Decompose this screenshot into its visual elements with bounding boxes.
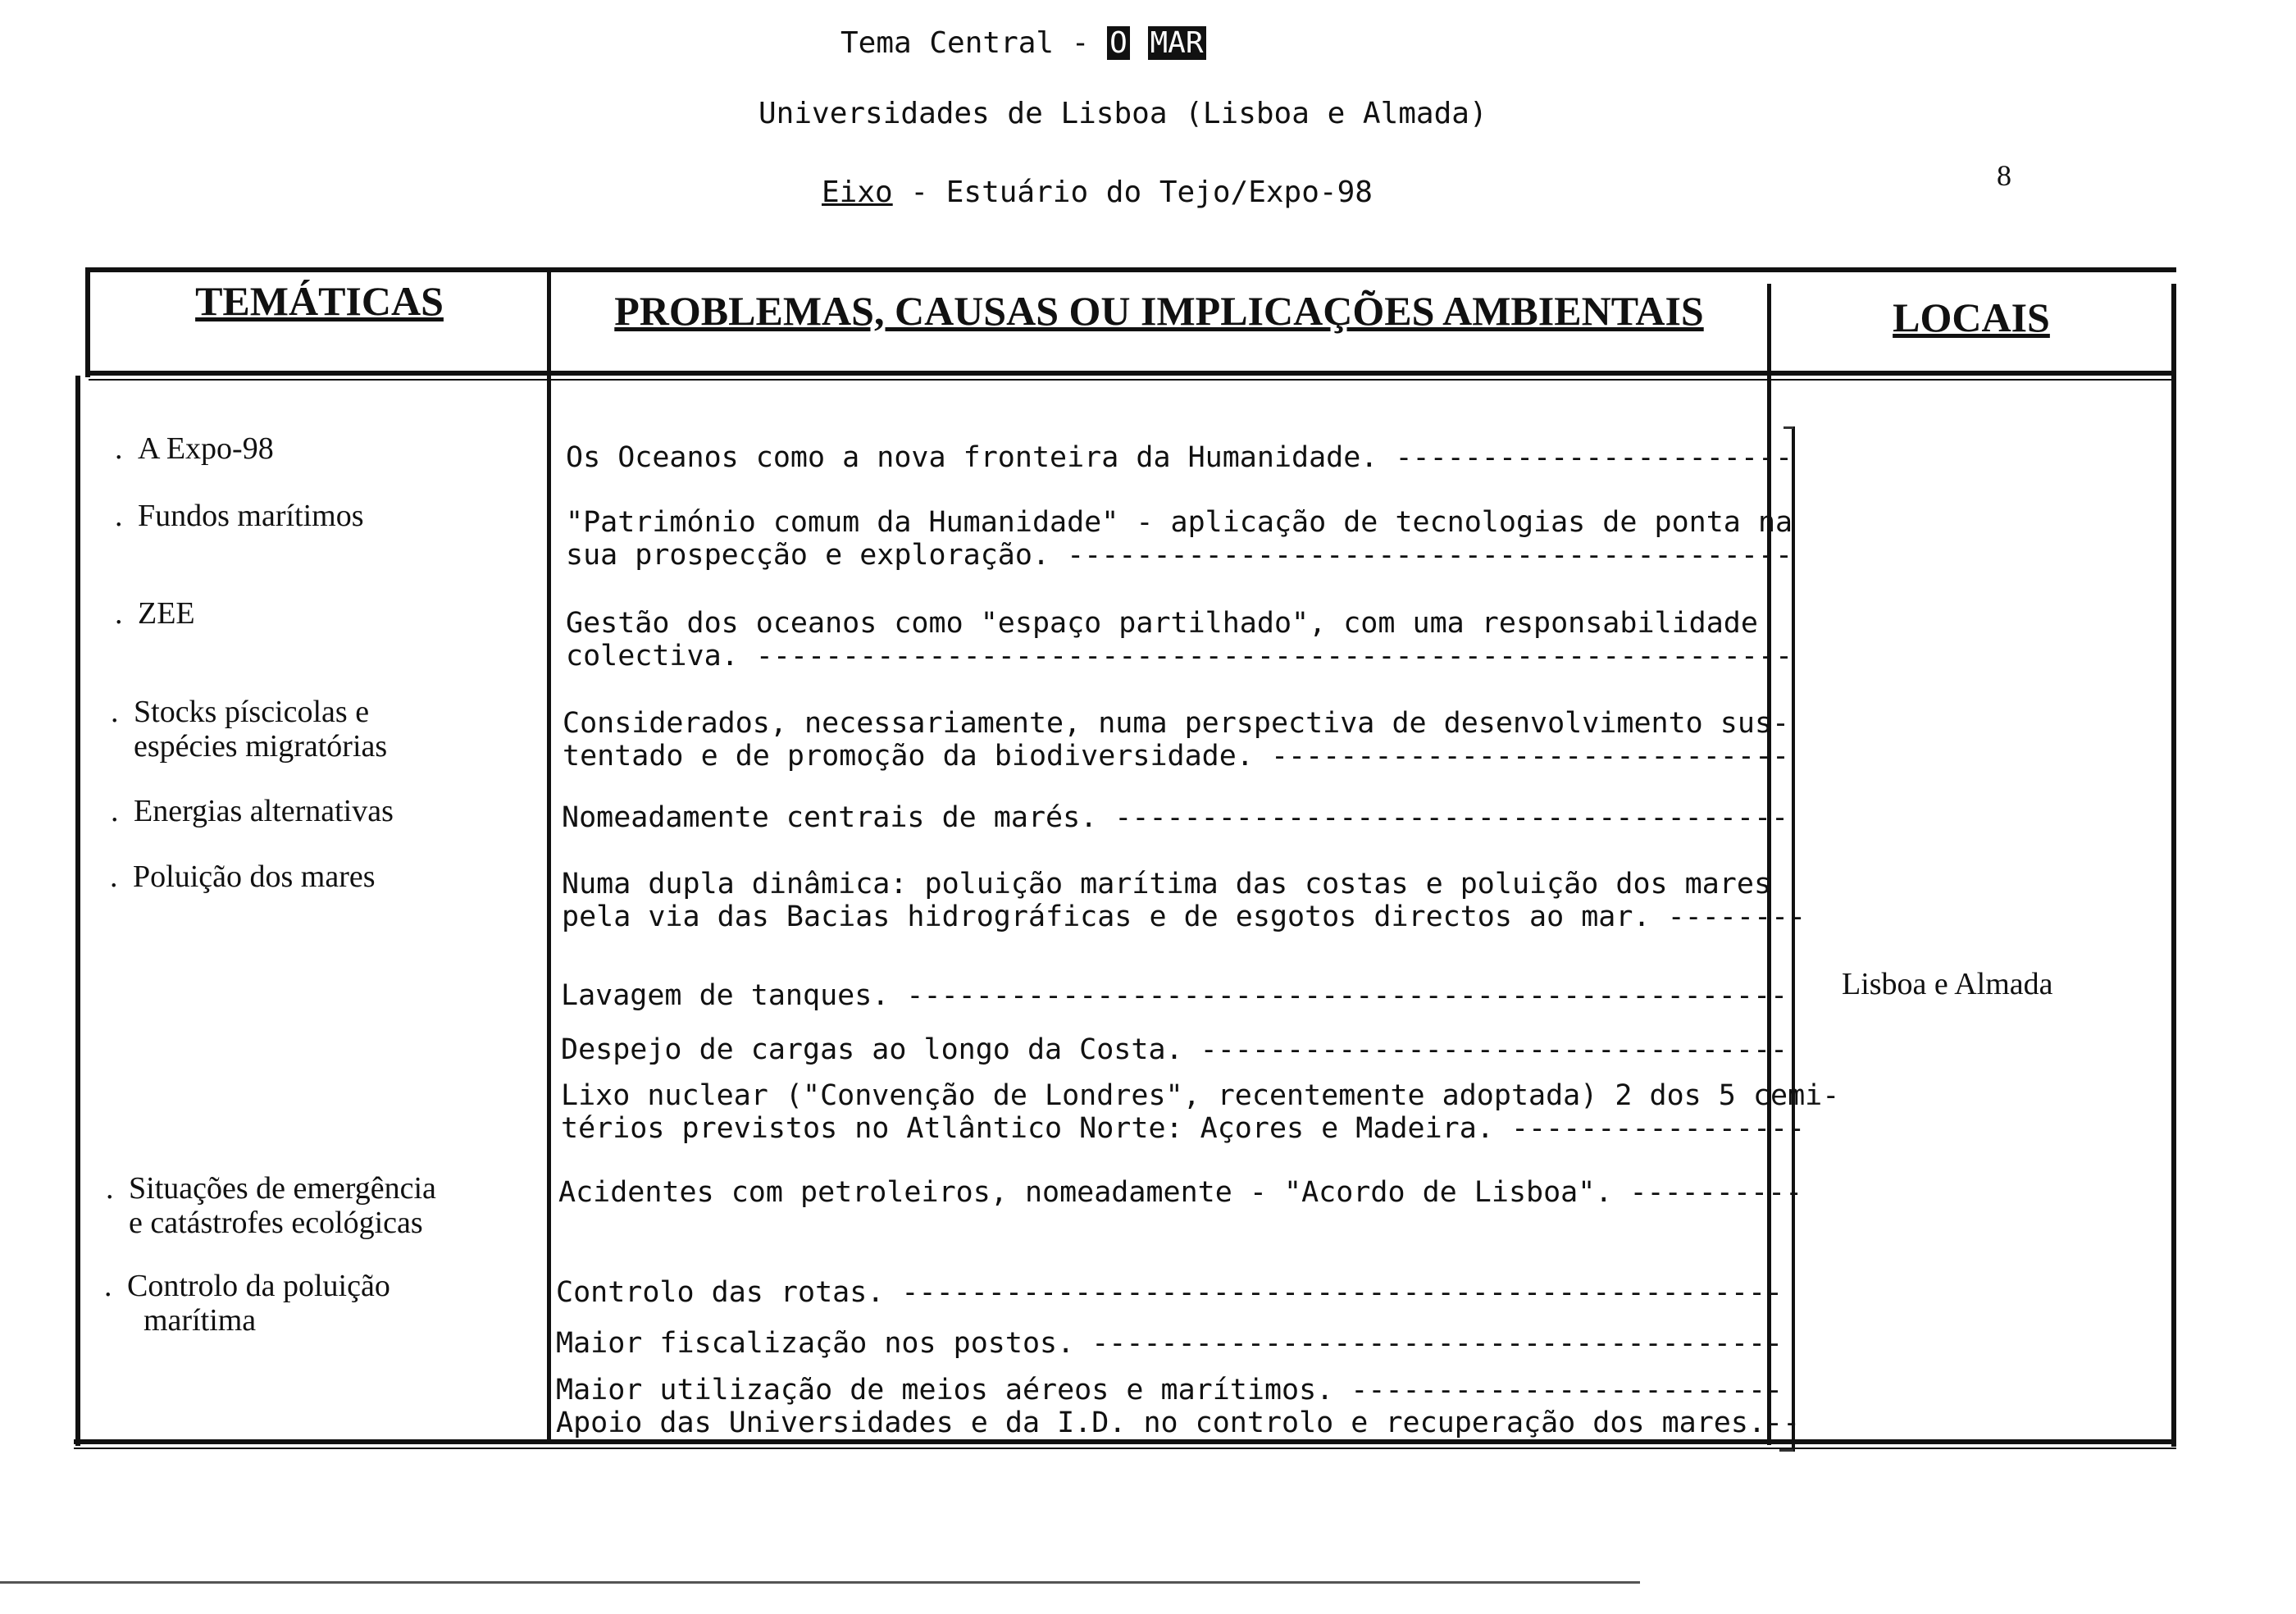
tematica-item: . Energias alternativas	[111, 794, 394, 828]
header-locais: LOCAIS	[1893, 294, 2050, 340]
problema-item: Numa dupla dinâmica: poluição marítima das costas e poluição dos mares pela via das Bacias hidrográficas e de esgotos directos ao mar. --------	[562, 868, 1806, 933]
universidades-line: Universidades de Lisboa (Lisboa e Almada)	[758, 97, 1487, 130]
problema-item: Controlo das rotas. ---------------------------------------------------	[556, 1276, 1784, 1309]
tema-prefix: Tema Central -	[840, 26, 1090, 60]
tematica-item: . A Expo-98	[115, 431, 274, 466]
tema-central	[840, 26, 1206, 60]
tematica-item: . Poluição dos mares	[110, 859, 376, 894]
problema-item: Considerados, necessariamente, numa perspectiva de desenvolvimento sus- tentado e de promoção da biodiversidade. ------------------------------	[563, 707, 1790, 773]
tematica-item: . Situações de emergência e catástrofes ecológicas	[106, 1171, 436, 1240]
tematica-item: . Stocks píscicolas e espécies migratórias	[111, 695, 388, 764]
eixo-rest: - Estuário do Tejo/Expo-98	[910, 176, 1373, 209]
problema-item: Os Oceanos como a nova fronteira da Humanidade. -----------------------	[566, 441, 1793, 474]
problema-item: Despejo de cargas ao longo da Costa. ----------------------------------	[561, 1033, 1788, 1066]
eixo-line	[822, 176, 1373, 209]
tematica-item: . ZEE	[115, 596, 195, 631]
problema-item: Maior utilização de meios aéreos e marítimos. ------------------------- Apoio das Universidades e da I.D. no controlo e recuperação dos mares.--	[556, 1374, 1801, 1439]
problema-item: Lixo nuclear ("Convenção de Londres", recentemente adoptada) 2 dos 5 cemi- térios previstos no Atlântico Norte: Açores e Madeira. -----------------	[561, 1079, 1840, 1145]
page-number: 8	[1997, 159, 2011, 192]
tematica-item: . Controlo da poluição marítima	[104, 1269, 390, 1338]
locais-value: Lisboa e Almada	[1842, 967, 2053, 1001]
tematica-item: . Fundos marítimos	[115, 499, 364, 533]
eixo-label: Eixo	[822, 176, 893, 209]
problema-item: "Património comum da Humanidade" - aplicação de tecnologias de ponta na sua prospecção e exploração. ------------------------------------------	[566, 506, 1793, 572]
tema-code-mar: MAR	[1148, 26, 1206, 60]
tema-code-o: O	[1107, 26, 1130, 60]
problema-item: Maior fiscalização nos postos. ----------------------------------------	[556, 1327, 1784, 1360]
problema-item: Lavagem de tanques. ---------------------------------------------------	[561, 979, 1788, 1012]
problema-item: Nomeadamente centrais de marés. ---------------------------------------	[562, 801, 1789, 834]
problema-item: Gestão dos oceanos como "espaço partilhado", com uma responsabilidade colectiva. ------------------------------------------------------------	[566, 607, 1793, 672]
bottom-rule	[0, 1581, 1640, 1584]
header-tematicas: TEMÁTICAS	[195, 278, 444, 324]
problema-item: Acidentes com petroleiros, nomeadamente - "Acordo de Lisboa". ----------	[558, 1176, 1803, 1209]
header-problemas: PROBLEMAS, CAUSAS OU IMPLICAÇÕES AMBIENTAIS	[614, 288, 1704, 334]
